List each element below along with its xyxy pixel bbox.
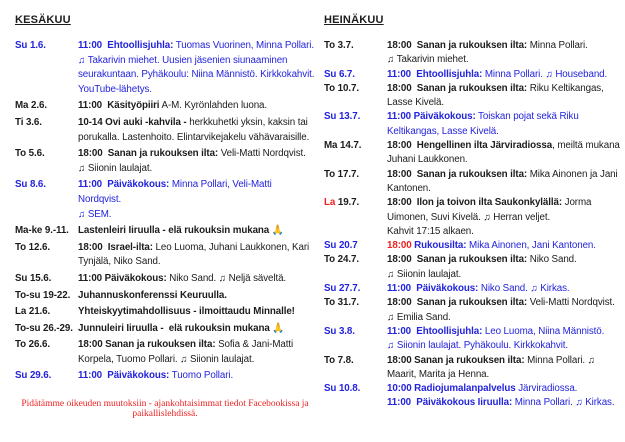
entry-description bbox=[78, 178, 315, 222]
date-text: 19.7. bbox=[337, 197, 360, 209]
entry-description bbox=[387, 139, 623, 168]
date-text: To 31.7. bbox=[324, 297, 359, 309]
schedule-entry bbox=[324, 282, 620, 296]
date-text: To 7.8. bbox=[324, 354, 354, 366]
text-segment: Veli-Matti Nordqvist. bbox=[527, 297, 615, 309]
entry-date bbox=[15, 322, 78, 337]
entry-description bbox=[387, 196, 620, 239]
entry-description bbox=[387, 382, 620, 411]
schedule-entry bbox=[15, 116, 315, 145]
entry-description bbox=[78, 116, 315, 145]
entry-description bbox=[78, 224, 315, 239]
entry-description bbox=[78, 99, 315, 114]
entry-description bbox=[78, 39, 315, 97]
schedule-entry bbox=[324, 168, 620, 197]
date-text: To 3.7. bbox=[324, 40, 354, 51]
text-segment: Minna Pollari. ♫ Houseband. bbox=[482, 68, 608, 80]
text-segment: Tuomo Pollari. bbox=[169, 370, 234, 382]
entry-date bbox=[15, 241, 78, 256]
text-segment: 18:00 Sanan ja rukouksen ilta: bbox=[387, 168, 528, 180]
text-segment: Niko Sand. ♫ Neljä säveltä. bbox=[166, 272, 287, 284]
entry-date bbox=[324, 196, 387, 210]
text-segment: ♫ SEM. bbox=[78, 208, 112, 220]
text-segment: Juhannuskonferenssi Keuruulla. bbox=[78, 289, 227, 301]
entry-description bbox=[78, 338, 315, 367]
entry-description bbox=[78, 305, 315, 320]
schedule-entry bbox=[324, 196, 620, 239]
entry-description bbox=[387, 296, 620, 325]
text-segment: 11:00 Ehtoollisjuhla: bbox=[387, 68, 483, 80]
text-segment: 11:00 Päiväkokous: bbox=[78, 370, 170, 382]
schedule-entry bbox=[15, 99, 315, 114]
text-segment: Leo Luoma, Niina Männistö. bbox=[482, 325, 605, 337]
entry-date bbox=[15, 116, 78, 131]
schedule-entry bbox=[324, 296, 620, 325]
entry-description bbox=[387, 239, 620, 253]
entry-description bbox=[387, 168, 620, 197]
text-segment: Minna Pollari. ♫ Maarit, Marita ja Henna. bbox=[387, 354, 598, 380]
column-title-july: HEINÄKUU bbox=[324, 14, 384, 26]
text-segment: Niko Sand. ♫ Kirkas. bbox=[478, 283, 570, 295]
schedule-entry bbox=[324, 325, 620, 354]
disclaimer-footer: Pidätämme oikeuden muutoksiin - ajankohtaisimmat tiedot Facebookissa ja paikallislehdissä. bbox=[21, 399, 309, 419]
entry-date bbox=[324, 382, 387, 396]
entry-date bbox=[324, 68, 387, 82]
schedule-entry bbox=[324, 68, 620, 82]
schedule-entry bbox=[15, 241, 315, 270]
text-segment: Lastenleiri Iiruulla - elä rukouksin mukana 🙏 bbox=[78, 225, 284, 237]
schedule-entry bbox=[15, 224, 315, 239]
entry-date bbox=[324, 139, 387, 153]
column-june bbox=[15, 14, 315, 386]
date-text: La bbox=[324, 197, 338, 209]
text-segment: 18:00 Sanan ja rukouksen ilta: bbox=[78, 339, 216, 351]
text-segment: Leo Luoma, Juhani Laukkonen, Kari Tynjälä, Niko Sand. bbox=[78, 241, 312, 268]
entry-description bbox=[387, 282, 620, 296]
entry-description bbox=[387, 253, 620, 282]
entry-date bbox=[324, 168, 387, 182]
text-segment: 18:00 Sanan ja rukouksen ilta: bbox=[387, 297, 528, 309]
schedule-entry bbox=[15, 338, 315, 367]
entry-date bbox=[15, 224, 78, 239]
entry-description bbox=[387, 68, 620, 82]
entry-list bbox=[324, 39, 623, 411]
entry-description bbox=[387, 39, 620, 68]
entry-date bbox=[324, 39, 387, 53]
date-text: To 5.6. bbox=[15, 148, 45, 160]
text-segment: Minna Pollari. ♫ Kirkas. bbox=[512, 397, 615, 409]
entry-description bbox=[387, 82, 620, 111]
text-segment: 10:00 Radiojumalanpalvelus bbox=[387, 383, 516, 395]
text-segment: Rukousilta: bbox=[411, 240, 467, 252]
entry-description bbox=[387, 110, 620, 139]
text-segment: A-M. Kyrönlahden luona. bbox=[159, 100, 268, 112]
entry-description bbox=[78, 272, 315, 287]
text-segment: Minna Pollari. bbox=[527, 40, 588, 51]
text-segment: 18:00 Ilon ja toivon ilta Saukonkylällä: bbox=[387, 197, 563, 209]
date-text: Ti 3.6. bbox=[15, 116, 42, 128]
date-text: To 17.7. bbox=[324, 168, 359, 180]
entry-date bbox=[15, 147, 78, 162]
schedule-entry bbox=[324, 354, 620, 383]
entry-date bbox=[15, 289, 78, 304]
entry-date bbox=[15, 305, 78, 320]
text-segment: Niko Sand. bbox=[527, 254, 577, 266]
entry-date bbox=[324, 354, 387, 368]
text-segment: Sofia & Jani-Matti Korpela, Tuomo Pollari. ♫ Siionin laulajat. bbox=[78, 339, 296, 365]
date-text: To-su 19-22. bbox=[15, 289, 71, 301]
text-segment: ♫ Emilia Sand. bbox=[387, 311, 451, 323]
entry-description bbox=[387, 354, 620, 383]
text-segment: Yhteiskyytimahdollisuus - ilmoittaudu Minnalle! bbox=[78, 306, 295, 318]
text-segment: ♫ Takarivin miehet. Uusien jäsenien siunaaminen seurakuntaan. Pyhäkoulu: Niina Männistö. Kirkkokahvit. YouTube-lähetys. bbox=[78, 54, 317, 95]
text-segment: 18:00 bbox=[387, 240, 412, 252]
text-segment: herkkuhetki yksin, kaksin tai porukalla. Lastenhoito. Elintarvikejakelu vähävaraisille. bbox=[78, 116, 311, 143]
schedule-entry bbox=[15, 322, 315, 337]
text-segment: ♫ Siionin laulajat. bbox=[78, 162, 153, 174]
text-segment: 11:00 Ehtoollisjuhla: bbox=[78, 40, 174, 51]
date-text: Su 1.6. bbox=[15, 40, 46, 51]
date-text: Su 10.8. bbox=[324, 383, 361, 395]
schedule-entry bbox=[324, 82, 620, 111]
entry-date bbox=[15, 369, 78, 384]
date-text: To 24.7. bbox=[324, 254, 359, 266]
entry-description bbox=[387, 325, 620, 354]
text-segment: ♫ Takarivin miehet. bbox=[387, 54, 469, 66]
text-segment: 18:00 Sanan ja rukouksen ilta: bbox=[387, 82, 528, 94]
text-segment: ♫ Siionin laulajat. Pyhäkoulu. Kirkkokahvit. bbox=[387, 340, 569, 352]
date-text: Su 8.6. bbox=[15, 179, 46, 191]
schedule-entry bbox=[15, 305, 315, 320]
text-segment: 18:00 Israel-ilta: bbox=[78, 241, 153, 253]
text-segment: 18:00 Sanan ja rukouksen ilta: bbox=[387, 254, 528, 266]
date-text: Su 15.6. bbox=[15, 272, 52, 284]
schedule-entry bbox=[324, 253, 620, 282]
text-segment: 11:00 Päiväkokous: bbox=[78, 179, 170, 191]
schedule-entry bbox=[324, 239, 620, 253]
text-segment: Mika Ainonen, Jani Kantonen. bbox=[466, 240, 596, 252]
schedule-entry bbox=[324, 110, 620, 139]
date-text: Ma-ke 9.-11. bbox=[15, 225, 69, 237]
schedule-entry bbox=[15, 289, 315, 304]
entry-date bbox=[324, 282, 387, 296]
entry-date bbox=[324, 110, 387, 124]
entry-date bbox=[324, 325, 387, 339]
date-text: La 21.6. bbox=[15, 306, 51, 318]
text-segment: Toiskan pojat sekä Riku Keltikangas, Lasse Kivelä. bbox=[387, 111, 582, 137]
column-title-june: KESÄKUU bbox=[15, 14, 71, 26]
entry-list bbox=[15, 39, 315, 384]
schedule-entry bbox=[15, 369, 315, 384]
date-text: Ma 14.7. bbox=[324, 140, 362, 152]
text-segment: 18:00 Sanan ja rukouksen ilta: bbox=[387, 354, 525, 366]
schedule-entry bbox=[324, 382, 620, 411]
date-text: Ma 2.6. bbox=[15, 100, 47, 112]
date-text: To 10.7. bbox=[324, 82, 359, 94]
text-segment: Kahvit 17:15 alkaen. bbox=[387, 225, 474, 237]
text-segment: ♫ Siionin laulajat. bbox=[387, 268, 462, 280]
text-segment: Minna Pollari, Veli-Matti Nordqvist. bbox=[78, 179, 275, 205]
text-segment: 10-14 Ovi auki -kahvila - bbox=[78, 116, 187, 128]
entry-date bbox=[324, 296, 387, 310]
text-segment: 11:00 Päiväkokous: bbox=[78, 272, 167, 284]
text-segment: 11:00 Päiväkokous Iiruulla: bbox=[387, 397, 513, 409]
date-text: To 26.6. bbox=[15, 339, 50, 351]
text-segment: 11:00 Päiväkokous: bbox=[387, 111, 476, 123]
schedule-entry bbox=[15, 39, 315, 97]
text-segment: 18:00 Sanan ja rukouksen ilta: bbox=[78, 148, 219, 160]
date-text: Su 27.7. bbox=[324, 283, 361, 295]
date-text: Su 13.7. bbox=[324, 111, 361, 123]
text-segment: 11:00 Ehtoollisjuhla: bbox=[387, 325, 483, 337]
entry-description bbox=[78, 241, 315, 270]
schedule-entry bbox=[15, 147, 315, 176]
date-text: To-su 26.-29. bbox=[15, 322, 73, 334]
entry-date bbox=[15, 338, 78, 353]
entry-description bbox=[78, 322, 315, 337]
entry-date bbox=[15, 178, 78, 193]
text-segment: 11:00 Käsityöpiiri bbox=[78, 100, 160, 112]
text-segment: , meiltä mukana Juhani Laukkonen. bbox=[387, 140, 623, 166]
date-text: Su 29.6. bbox=[15, 370, 52, 382]
text-segment: 11:00 Päiväkokous: bbox=[387, 283, 479, 295]
entry-date bbox=[324, 253, 387, 267]
date-text: Su 6.7. bbox=[324, 68, 355, 80]
text-segment: Järviradiossa. bbox=[515, 383, 578, 395]
entry-description bbox=[78, 289, 315, 304]
text-segment: Junnuleiri Iiruulla - elä rukouksin mukana 🙏 bbox=[78, 322, 285, 334]
column-july bbox=[324, 14, 623, 411]
date-text: Su 20.7 bbox=[324, 240, 358, 252]
entry-date bbox=[15, 99, 78, 114]
entry-description bbox=[78, 147, 315, 176]
entry-date bbox=[324, 82, 387, 96]
entry-description bbox=[78, 369, 315, 384]
entry-date bbox=[324, 239, 387, 253]
text-segment: Veli-Matti Nordqvist. bbox=[218, 148, 306, 160]
text-segment: Mika Ainonen ja Jani Kantonen. bbox=[387, 168, 621, 194]
date-text: To 12.6. bbox=[15, 241, 50, 253]
schedule-entry bbox=[324, 39, 620, 68]
schedule-entry bbox=[15, 272, 315, 287]
schedule-entry bbox=[15, 178, 315, 222]
date-text: Su 3.8. bbox=[324, 325, 355, 337]
text-segment: Riku Keltikangas, Lasse Kivelä. bbox=[387, 82, 607, 109]
text-segment: Jorma Uimonen, Suvi Kivelä. ♫ Herran veljet. bbox=[387, 197, 594, 223]
text-segment: 18:00 Hengellinen ilta Järviradiossa bbox=[387, 140, 553, 152]
entry-date bbox=[15, 39, 78, 54]
schedule-entry bbox=[324, 139, 623, 168]
entry-date bbox=[15, 272, 78, 287]
text-segment: 18:00 Sanan ja rukouksen ilta: bbox=[387, 40, 528, 51]
text-segment: Tuomas Vuorinen, Minna Pollari. bbox=[173, 40, 314, 51]
